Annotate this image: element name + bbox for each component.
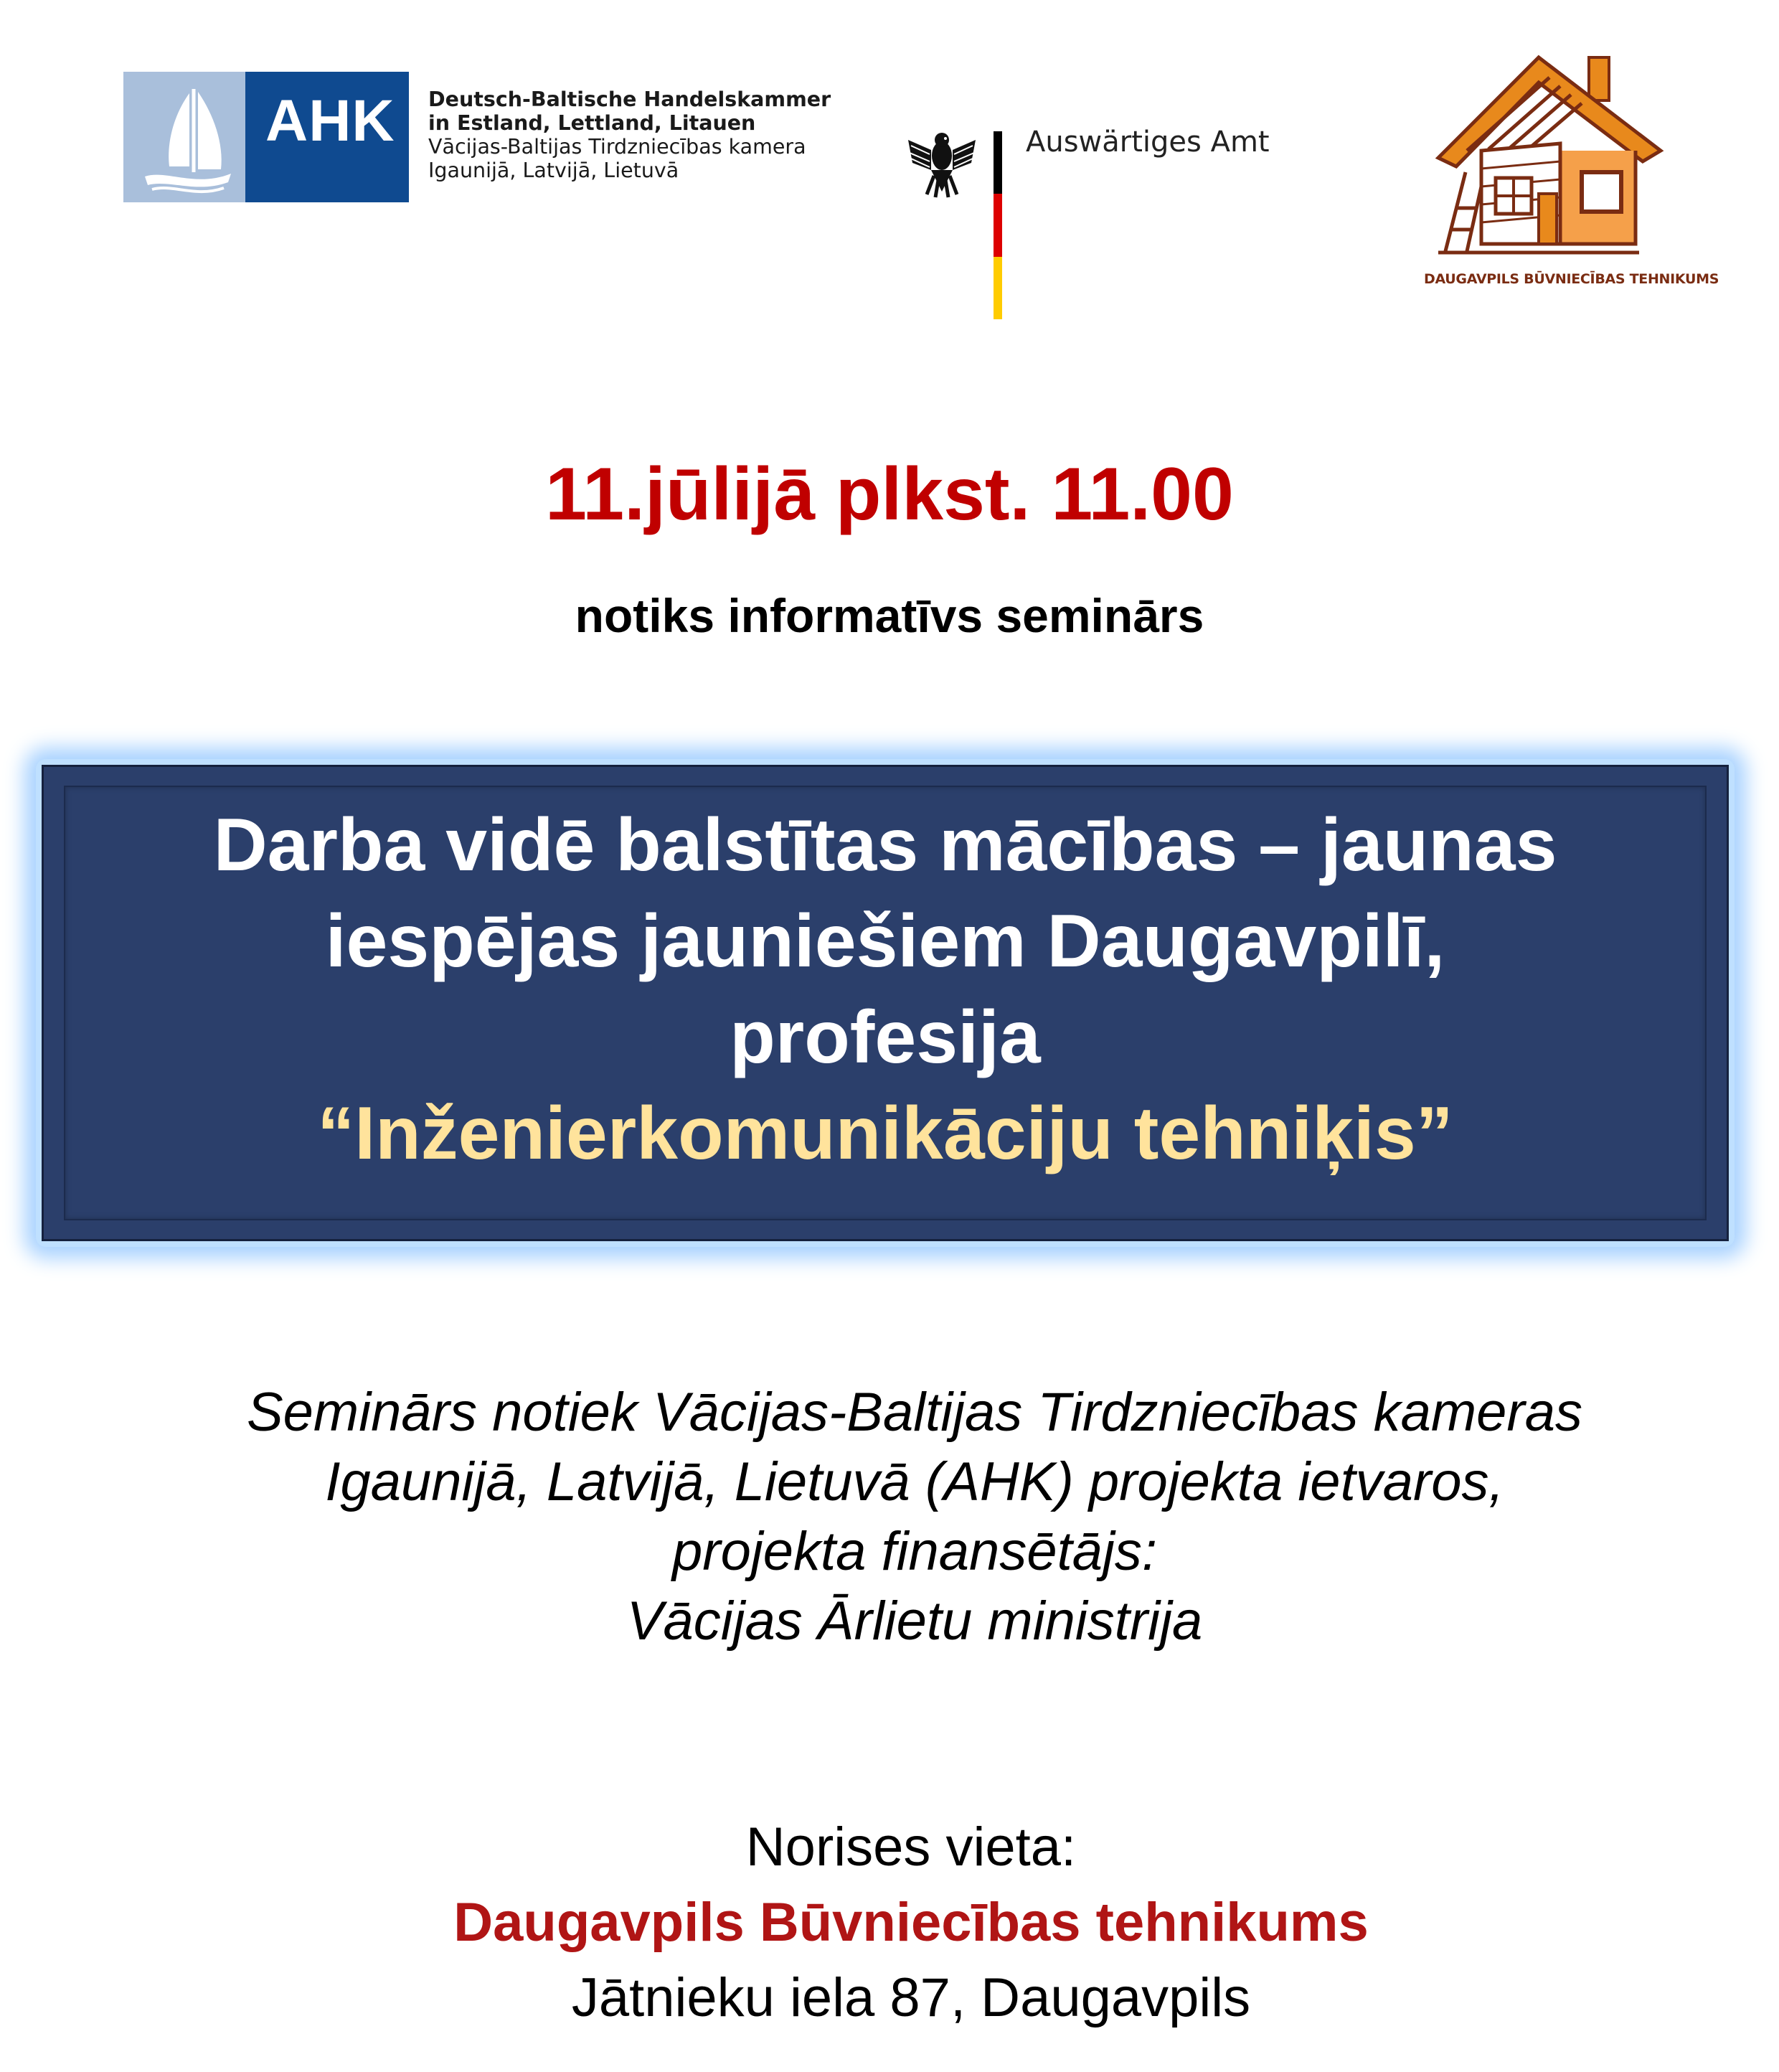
federal-eagle-icon (902, 126, 981, 204)
ahk-logo-mark (123, 72, 409, 202)
ahk-abbr: AHK (265, 88, 395, 154)
title-panel (42, 765, 1729, 1241)
ahk-text (428, 88, 831, 182)
german-flag-bar (994, 131, 1002, 319)
auswaertiges-amt-text: Auswärtiges Amt (1026, 126, 1270, 159)
project-info-line-4: Vācijas Ārlietu ministrija (626, 1591, 1203, 1652)
project-info-line-2: Igaunijā, Latvijā, Lietuvā (AHK) projekta ietvaros, (325, 1451, 1504, 1512)
dbt-logo-text: DAUGAVPILS BŪVNIECĪBAS TEHNIKUMS (1424, 271, 1719, 287)
sailboat-icon (123, 72, 245, 202)
event-title-line-1: Darba vidē balstītas mācības – jaunas (213, 804, 1557, 887)
venue-address: Jātnieku iela 87, Daugavpils (571, 1967, 1251, 2028)
project-info-line-1: Seminārs notiek Vācijas-Baltijas Tirdzniecības kameras (246, 1382, 1583, 1443)
ahk-logo (123, 72, 841, 202)
ahk-line-3: Vācijas-Baltijas Tirdzniecības kamera (428, 135, 806, 159)
event-title (44, 797, 1727, 1182)
venue-label: Norises vieta: (745, 1817, 1077, 1878)
project-info-line-3: projekta finansētājs: (672, 1521, 1157, 1582)
event-date-time: 11.jūlijā plkst. 11.00 (545, 453, 1234, 536)
ahk-line-4: Igaunijā, Latvijā, Lietuvā (428, 159, 679, 182)
event-title-line-2: iespējas jauniešiem Daugavpilī, (325, 900, 1445, 983)
auswaertiges-amt-logo (902, 126, 1275, 319)
ahk-line-2: in Estland, Lettland, Litauen (428, 111, 756, 135)
project-info (0, 1378, 1779, 1656)
venue (0, 1809, 1779, 2035)
house-icon (1424, 43, 1682, 265)
event-subtitle: notiks informatīvs seminārs (575, 589, 1204, 642)
venue-place: Daugavpils Būvniecības tehnikums (453, 1892, 1369, 1953)
ahk-line-1: Deutsch-Baltische Handelskammer (428, 88, 831, 111)
event-title-line-3: profesija (730, 996, 1041, 1079)
event-profession: “Inženierkomunikāciju tehniķis” (317, 1092, 1453, 1175)
dbt-logo (1424, 43, 1719, 287)
